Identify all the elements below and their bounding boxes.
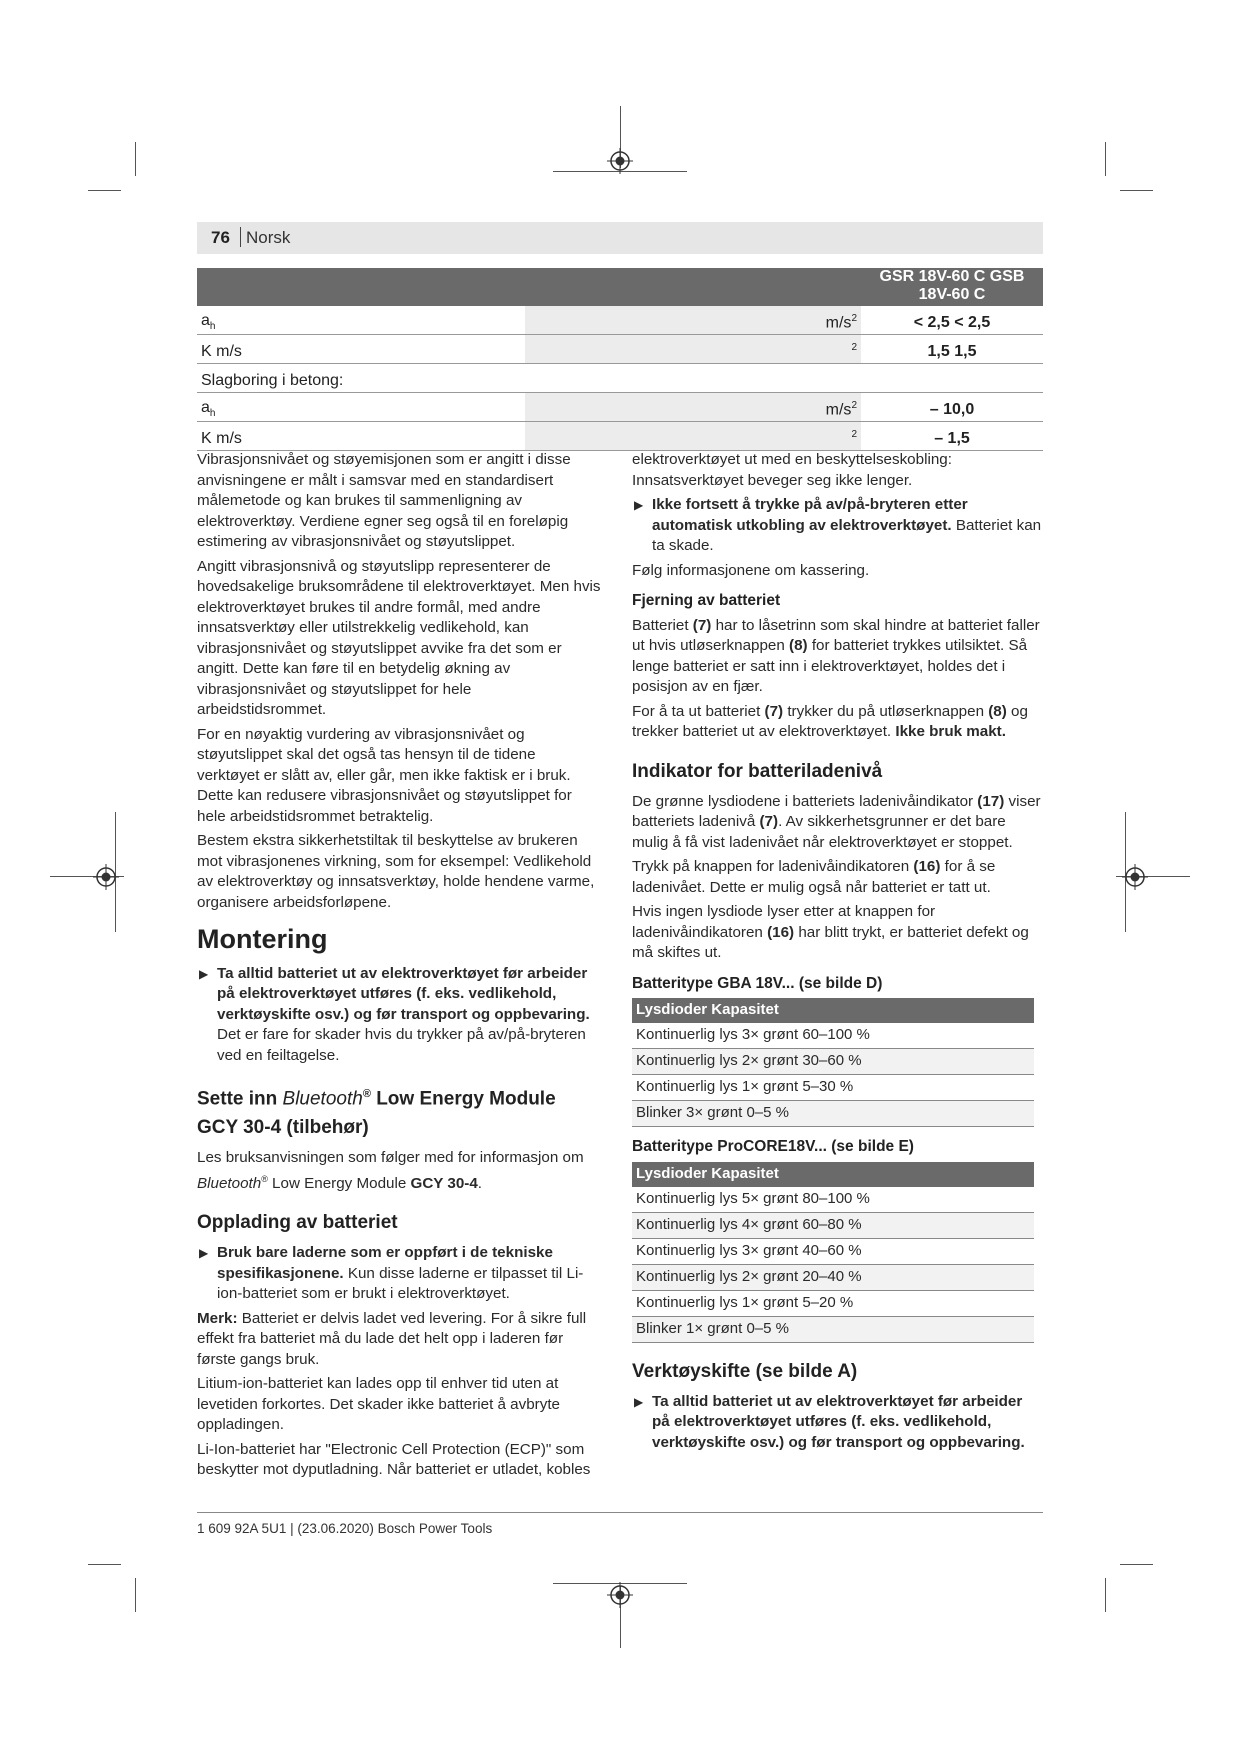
right-column xyxy=(632,450,1042,1457)
led-table-header: Lysdioder Kapasitet xyxy=(632,998,1034,1023)
section-title-opplading: Opplading av batteriet xyxy=(197,1212,398,1234)
spec-column-header: GSR 18V-60 C GSB 18V-60 C xyxy=(861,268,1043,306)
table-row: Kontinuerlig lys 3× grønt 60–100 % xyxy=(632,1023,1034,1049)
table-row: Kontinuerlig lys 1× grønt 5–30 % xyxy=(632,1075,1034,1101)
crop-mark-br-h xyxy=(1120,1564,1153,1565)
bullet-bold-text: Ta alltid batteriet ut av elektroverktøyet før arbeider på elektroverktøyet utføres (f. eks. vedlikehold, verktøyskifte osv.) og før transport og oppbevaring. xyxy=(652,1392,1025,1451)
crop-mark-tl-h xyxy=(88,190,121,191)
spec-row-unit-sup: 2 xyxy=(851,428,857,440)
bullet-arrow-icon: ▶ xyxy=(199,1246,209,1261)
paragraph: Merk: Batteriet er delvis ladet ved levering. For å sikre full effekt fra batteriet må du lade det helt opp i laderen før første gangs bruk. xyxy=(197,1309,587,1368)
registration-mark-right-icon xyxy=(1122,864,1148,890)
warning-bullet xyxy=(632,495,1042,557)
spec-row xyxy=(197,422,1043,451)
crop-mark-bl-v xyxy=(135,1578,136,1612)
registration-mark-bottom-icon xyxy=(607,1582,633,1608)
paragraph: Batteriet (7) har to låsetrinn som skal hindre at batteriet faller ut hvis utløserknappen (8) for batteriet trykkes utilsiktet. Så lenge batteriet er satt inn i elektroverktøyet, holdes det i posisjon av en fjær. xyxy=(632,616,1040,695)
bullet-text: Kun disse laderne er tilpasset til Li-ion-batteriet som er brukt i elektroverktøyet. xyxy=(217,1264,584,1303)
registered-mark: ® xyxy=(362,1088,371,1100)
paragraph: Følg informasjonene om kassering. xyxy=(632,561,870,579)
bullet-bold-text: Ta alltid batteriet ut av elektroverktøyet før arbeider på elektroverktøyet utføres (f. eks. vedlikehold, verktøyskifte osv.) og før transport og oppbevaring. xyxy=(217,964,590,1023)
crop-mark-tr-v xyxy=(1105,142,1106,176)
bullet-bold-text: Bruk bare laderne som er oppført i de tekniske spesifikasjonene. xyxy=(217,1244,553,1282)
section-title-indikator: Indikator for batteriladenivå xyxy=(632,760,883,782)
paragraph: elektroverktøyet ut med en beskyttelseskobling: Innsatsverktøyet beveger seg ikke lenger. xyxy=(632,451,952,489)
warning-bullet xyxy=(197,1243,601,1305)
gba-led-table xyxy=(632,998,1034,1127)
bullet-text: Det er fare for skader hvis du trykker på av/på-bryteren ved en feiltagelse. xyxy=(217,1026,586,1064)
paragraph: Li-Ion-batteriet har "Electronic Cell Protection (ECP)" som beskytter mot dyputladning. Når batteriet er utladet, kobles xyxy=(197,1440,591,1479)
paragraph: Hvis ingen lysdiode lyser etter at knappen for ladenivåindikatoren (16) har blitt trykt, er batteriet defekt og må skiftes ut. xyxy=(632,903,1029,961)
table-row: Kontinuerlig lys 1× grønt 5–20 % xyxy=(632,1290,1034,1316)
paragraph: Trykk på knappen for ladenivåindikatoren (16) for å se ladenivået. Dette er mulig også når batteriet er tatt ut. xyxy=(632,858,996,896)
spec-row-unit: m/s xyxy=(825,401,852,418)
spec-row-label: K m/s xyxy=(201,343,242,360)
section-title-montering: Montering xyxy=(197,924,328,954)
paragraph: Angitt vibrasjonsnivå og støyutslipp representerer de hovedsakelige bruksområdene til elektroverktøyet. Men hvis elektroverktøyet brukes til andre formål, med andre innsatsverktøy eller utilstrekkelig vedlikehold, kan vibrasjonsnivået og støyutslippet avvike fra det som er angitt. Dette kan føre til en betydelig økning av vibrasjonsnivået og støyutslippet for hele arbeidstidsrommet. xyxy=(197,557,601,718)
table-row: Blinker 3× grønt 0–5 % xyxy=(632,1101,1034,1127)
spec-row-label: K m/s xyxy=(201,430,242,447)
spec-table-header-row xyxy=(197,268,1043,306)
page-number: 76 xyxy=(211,228,230,247)
table-row: Kontinuerlig lys 4× grønt 60–80 % xyxy=(632,1212,1034,1238)
paragraph: De grønne lysdiodene i batteriets ladenivåindikator (17) viser batteriets ladenivå (7). Av sikkerhetsgrunner er det bare mulig å få vist ladenivået når elektroverktøyet er stoppet. xyxy=(632,792,1041,851)
section-title-verktoyskifte: Verktøyskifte (se bilde A) xyxy=(632,1360,858,1382)
crop-mark-bl-h xyxy=(88,1564,121,1565)
header-language: Norsk xyxy=(246,228,291,247)
spec-row-unit: m/s xyxy=(825,314,852,331)
section-title-sette-inn: Sette inn Bluetooth® Low Energy Module GCY 30-4 (tilbehør) xyxy=(197,1088,556,1139)
table-row: Blinker 1× grønt 0–5 % xyxy=(632,1316,1034,1342)
table-row: Kontinuerlig lys 5× grønt 80–100 % xyxy=(632,1187,1034,1213)
note-label: Merk: xyxy=(197,1309,238,1327)
crop-mark-br-v xyxy=(1105,1578,1106,1612)
spec-row-unit-sup: 2 xyxy=(851,341,857,353)
paragraph: Vibrasjonsnivået og støyemisjonen som er angitt i disse anvisningene er målt i samsvar med en standardisert målemetode og kan brukes til sammenligning av elektroverktøy. Verdiene egner seg også til en foreløpig estimering av vibrasjonsnivået og støyutslippet. xyxy=(197,451,571,550)
spec-row-label-sub: h xyxy=(209,321,216,332)
spec-row-label: a xyxy=(201,398,210,416)
crop-mark-tr-h xyxy=(1120,190,1153,191)
registration-mark-left-icon xyxy=(93,864,119,890)
page-header xyxy=(197,222,1043,254)
footer-rule xyxy=(197,1512,1043,1513)
spec-row-value: – 10,0 xyxy=(861,393,1043,422)
led-table-header: Lysdioder Kapasitet xyxy=(632,1162,1034,1187)
registration-mark-top-icon xyxy=(607,148,633,174)
bullet-arrow-icon: ▶ xyxy=(634,498,644,512)
brand-name: Bluetooth xyxy=(282,1088,363,1110)
spec-row-label-sub: h xyxy=(209,408,216,419)
spec-row-label: a xyxy=(201,311,210,329)
spec-row xyxy=(197,306,1043,335)
table-row: Kontinuerlig lys 2× grønt 30–60 % xyxy=(632,1049,1034,1075)
bullet-bold-text: Ikke fortsett å trykke på av/på-bryteren etter automatisk utkobling av elektroverktøyet. xyxy=(652,496,968,534)
header-separator xyxy=(240,227,241,247)
paragraph: For en nøyaktig vurdering av vibrasjonsnivået og støyutslippet skal det også tas hensyn til de tidene verktøyet er slått av, eller går, men ikke faktisk er i bruk. Dette kan redusere vibrasjonsnivået og støyutslippet for hele arbeidstidsrommet betraktelig. xyxy=(197,725,572,825)
paragraph: Les bruksanvisningen som følger med for informasjon om Bluetooth® Low Energy Module GCY 30-4. xyxy=(197,1149,584,1192)
paragraph: Bestem ekstra sikkerhetstiltak til beskyttelse av brukeren mot vibrasjonenes virkning, som for eksempel: Vedlikehold av elektroverktøy og innsatsverktøy, holde hendene varme, organisere arbeidsforløpene. xyxy=(197,832,595,911)
left-column xyxy=(197,450,601,1485)
table-title-gba: Batteritype GBA 18V... (se bilde D) xyxy=(632,974,883,992)
paragraph: Litium-ion-batteriet kan lades opp til enhver tid uten at levetiden forkortes. Det skader ikke batteriet å avbryte oppladingen. xyxy=(197,1375,560,1434)
bullet-text: Batteriet kan ta skade. xyxy=(652,516,1042,554)
spec-row xyxy=(197,335,1043,364)
page-footer: 1 609 92A 5U1 | (23.06.2020) Bosch Power Tools xyxy=(197,1521,493,1536)
procore-led-table xyxy=(632,1162,1034,1343)
spec-row-unit-sup: 2 xyxy=(851,399,857,411)
spec-table xyxy=(197,268,1043,451)
spec-row-value: 1,5 1,5 xyxy=(861,335,1043,364)
table-row: Kontinuerlig lys 3× grønt 40–60 % xyxy=(632,1238,1034,1264)
spec-row-label: Slagboring i betong: xyxy=(201,372,344,389)
spec-row xyxy=(197,364,1043,393)
table-row: Kontinuerlig lys 2× grønt 20–40 % xyxy=(632,1264,1034,1290)
table-title-procore: Batteritype ProCORE18V... (se bilde E) xyxy=(632,1138,914,1155)
crop-mark-tl-v xyxy=(135,142,136,176)
spec-row-unit-sup: 2 xyxy=(851,312,857,324)
spec-row-value: < 2,5 < 2,5 xyxy=(861,306,1043,335)
bullet-arrow-icon: ▶ xyxy=(634,1394,644,1409)
warning-bullet xyxy=(632,1392,1042,1454)
spec-row-value: – 1,5 xyxy=(861,422,1043,451)
paragraph: For å ta ut batteriet (7) trykker du på utløserknappen (8) og trekker batteriet ut av elektroverktøyet. Ikke bruk makt. xyxy=(632,702,1028,740)
warning-bullet xyxy=(197,964,601,1067)
bullet-arrow-icon: ▶ xyxy=(199,966,209,981)
spec-row xyxy=(197,393,1043,422)
section-title-fjerning: Fjerning av batteriet xyxy=(632,592,781,609)
